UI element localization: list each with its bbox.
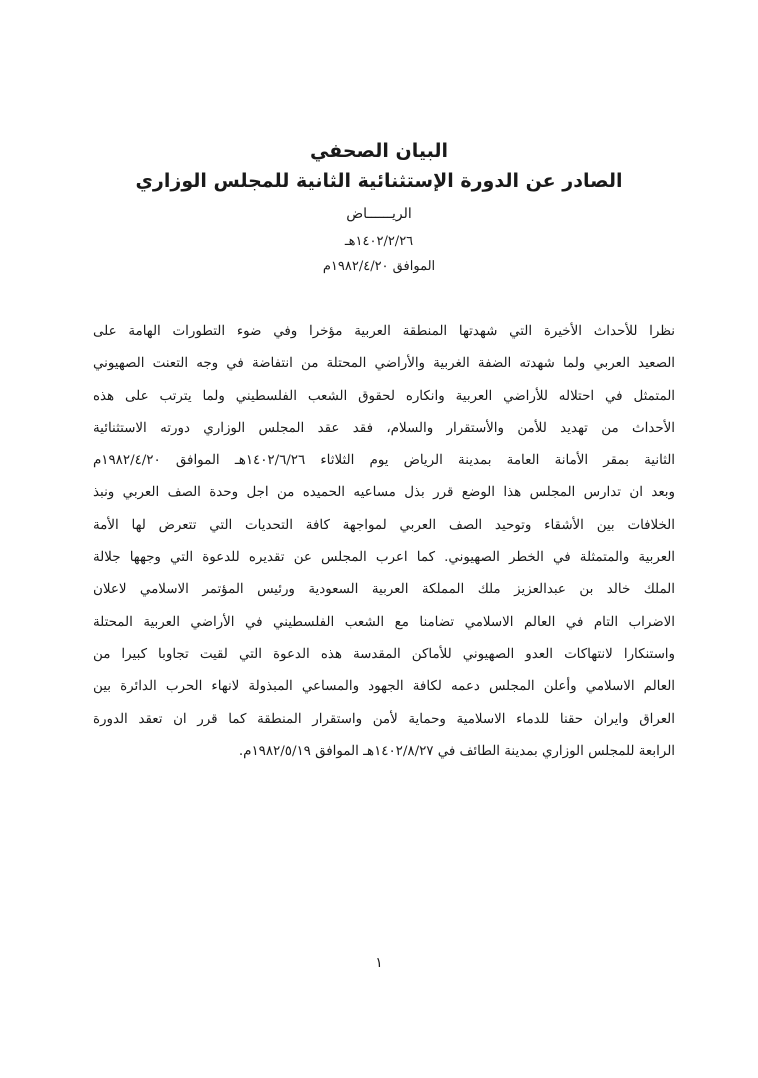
body-line: العالم الاسلامي وأعلن المجلس دعمه لكافة الجهود والمساعي المبذولة لانهاء الحرب الدائرة بين [93,679,675,695]
body-line: العراق وايران حقنا للدماء الاسلامية وحماية لأمن واستقرار المنطقة كما قرر ان تعقد الدورة [93,711,675,727]
body-line: الرابعة للمجلس الوزاري بمدينة الطائف في ١٤٠٢/٨/٢٧هـ الموافق ١٩٨٢/٥/١٩م. [238,743,675,759]
body-line: الملك خالد بن عبدالعزيز ملك المملكة العربية السعودية ورئيس المؤتمر الاسلامي لاعلان [93,582,675,598]
document-title: البيان الصحفي [309,140,449,162]
body-line: الثانية بمقر الأمانة العامة بمدينة الرياض يوم الثلاثاء ١٤٠٢/٦/٢٦هـ الموافق ١٩٨٢/٤/٢٠م [93,453,675,469]
document-place: الريــــــاض [346,206,412,222]
body-line: الاضراب التام في العالم الاسلامي تضامنا مع الشعب الفلسطيني في الأراضي العربية المحتلة [93,614,675,630]
body-line: وبعد ان تدارس المجلس هذا الوضع قرر بذل مساعيه الحميده من اجل وحدة الصف العربي ونبذ [93,485,675,501]
body-line: الخلافات بين الأشقاء وتوحيد الصف العربي لمواجهة كافة التحديات التي تتعرض لها الأمة [93,517,675,533]
gregorian-date: الموافق ١٩٨٢/٤/٢٠م [322,259,436,274]
body-line: الصعيد العربي ولما شهدته الضفة الغربية والأراضي المحتلة من انتفاضة في وجه التعنت الصهيوني [93,356,675,372]
body-line: الأحداث من تهديد للأمن والأستقرار والسلام، فقد عقد المجلس الوزاري دورته الاستثنائية [93,420,675,436]
body-line: نظرا للأحداث الأخيرة التي شهدتها المنطقة العربية مؤخرا وفي ضوء التطورات الهامة على [93,324,675,339]
body-line: المتمثل في احتلاله للأراضي العربية وانكاره لحقوق الشعب الفلسطيني ولما يترتب على هذه [93,388,675,404]
body-paragraph [93,316,675,768]
page-number: ١ [375,955,383,971]
body-line: العربية والمتمثلة في الخطر الصهيوني. كما اعرب المجلس عن تقديره للدعوة التي وجهها جلالة [93,550,675,566]
body-line: واستنكارا لانتهاكات العدو الصهيوني للأماكن المقدسة هذه الدعوة التي لقيت تجاوبا كبيرا من [93,646,675,662]
document-subtitle: الصادر عن الدورة الإستثنائية الثانية للمجلس الوزاري [135,170,623,192]
hijri-date: ١٤٠٢/٢/٢٦هـ [344,234,414,249]
